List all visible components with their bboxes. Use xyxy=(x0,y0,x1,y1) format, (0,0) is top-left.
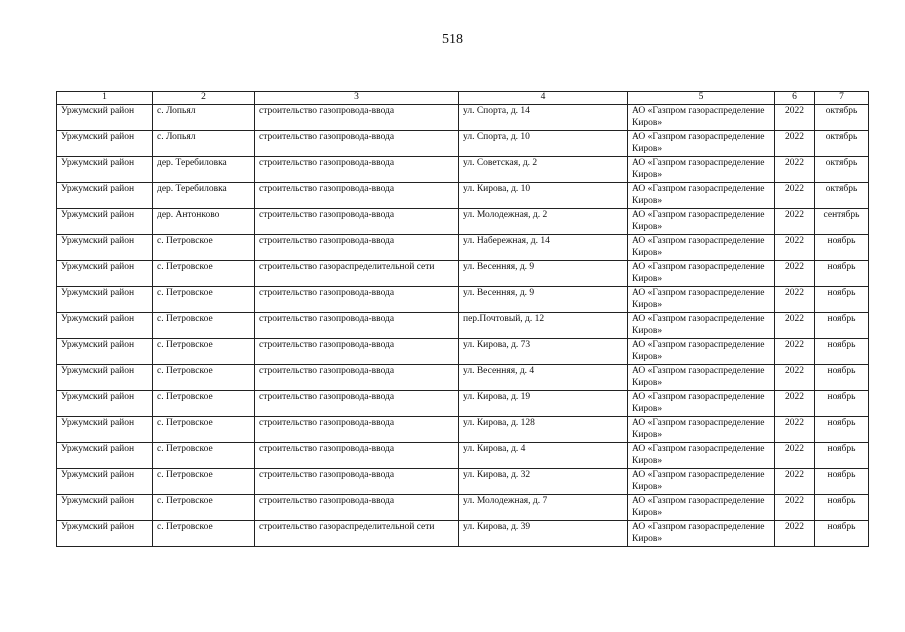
settlement-cell: с. Лопьял xyxy=(153,131,255,157)
month-cell: ноябрь xyxy=(815,417,869,443)
table-row xyxy=(57,131,869,157)
district-cell: Уржумский район xyxy=(57,157,153,183)
organization-cell: АО «Газпром газораспределение Киров» xyxy=(628,183,775,209)
table-row xyxy=(57,391,869,417)
table-row xyxy=(57,105,869,131)
organization-cell: АО «Газпром газораспределение Киров» xyxy=(628,131,775,157)
organization-cell: АО «Газпром газораспределение Киров» xyxy=(628,261,775,287)
address-cell: ул. Кирова, д. 19 xyxy=(459,391,628,417)
address-cell: ул. Кирова, д. 32 xyxy=(459,469,628,495)
work-type-cell: строительство газопровода-ввода xyxy=(255,365,459,391)
month-cell: ноябрь xyxy=(815,495,869,521)
table-row xyxy=(57,209,869,235)
table-row xyxy=(57,443,869,469)
year-cell: 2022 xyxy=(775,287,815,313)
page-number: 518 xyxy=(442,32,463,47)
month-cell: ноябрь xyxy=(815,391,869,417)
year-cell: 2022 xyxy=(775,469,815,495)
district-cell: Уржумский район xyxy=(57,365,153,391)
work-type-cell: строительство газопровода-ввода xyxy=(255,183,459,209)
table-row xyxy=(57,287,869,313)
settlement-cell: с. Петровское xyxy=(153,339,255,365)
work-type-cell: строительство газопровода-ввода xyxy=(255,235,459,261)
header-row xyxy=(57,92,869,105)
settlement-cell: с. Петровское xyxy=(153,313,255,339)
district-cell: Уржумский район xyxy=(57,131,153,157)
month-cell: сентябрь xyxy=(815,209,869,235)
column-header: 2 xyxy=(153,92,255,105)
table-row xyxy=(57,521,869,547)
address-cell: ул. Кирова, д. 73 xyxy=(459,339,628,365)
work-type-cell: строительство газопровода-ввода xyxy=(255,105,459,131)
month-cell: ноябрь xyxy=(815,469,869,495)
district-cell: Уржумский район xyxy=(57,209,153,235)
address-cell: ул. Весенняя, д. 9 xyxy=(459,287,628,313)
table-row xyxy=(57,495,869,521)
organization-cell: АО «Газпром газораспределение Киров» xyxy=(628,157,775,183)
settlement-cell: с. Петровское xyxy=(153,495,255,521)
month-cell: ноябрь xyxy=(815,235,869,261)
year-cell: 2022 xyxy=(775,365,815,391)
document-table xyxy=(56,91,869,547)
district-cell: Уржумский район xyxy=(57,469,153,495)
year-cell: 2022 xyxy=(775,339,815,365)
column-header: 5 xyxy=(628,92,775,105)
work-type-cell: строительство газопровода-ввода xyxy=(255,443,459,469)
organization-cell: АО «Газпром газораспределение Киров» xyxy=(628,443,775,469)
table-row xyxy=(57,417,869,443)
month-cell: ноябрь xyxy=(815,521,869,547)
month-cell: ноябрь xyxy=(815,287,869,313)
column-header: 1 xyxy=(57,92,153,105)
year-cell: 2022 xyxy=(775,105,815,131)
year-cell: 2022 xyxy=(775,495,815,521)
district-cell: Уржумский район xyxy=(57,261,153,287)
address-cell: ул. Спорта, д. 10 xyxy=(459,131,628,157)
address-cell: пер.Почтовый, д. 12 xyxy=(459,313,628,339)
district-cell: Уржумский район xyxy=(57,235,153,261)
address-cell: ул. Кирова, д. 39 xyxy=(459,521,628,547)
settlement-cell: дер. Антонково xyxy=(153,209,255,235)
address-cell: ул. Весенняя, д. 4 xyxy=(459,365,628,391)
settlement-cell: с. Петровское xyxy=(153,521,255,547)
year-cell: 2022 xyxy=(775,417,815,443)
work-type-cell: строительство газораспределительной сети xyxy=(255,521,459,547)
organization-cell: АО «Газпром газораспределение Киров» xyxy=(628,495,775,521)
column-header: 3 xyxy=(255,92,459,105)
settlement-cell: с. Петровское xyxy=(153,261,255,287)
year-cell: 2022 xyxy=(775,261,815,287)
month-cell: октябрь xyxy=(815,183,869,209)
district-cell: Уржумский район xyxy=(57,339,153,365)
year-cell: 2022 xyxy=(775,521,815,547)
work-type-cell: строительство газопровода-ввода xyxy=(255,157,459,183)
year-cell: 2022 xyxy=(775,183,815,209)
month-cell: ноябрь xyxy=(815,339,869,365)
organization-cell: АО «Газпром газораспределение Киров» xyxy=(628,417,775,443)
district-cell: Уржумский район xyxy=(57,443,153,469)
address-cell: ул. Спорта, д. 14 xyxy=(459,105,628,131)
organization-cell: АО «Газпром газораспределение Киров» xyxy=(628,287,775,313)
column-header: 7 xyxy=(815,92,869,105)
table-row xyxy=(57,313,869,339)
year-cell: 2022 xyxy=(775,391,815,417)
district-cell: Уржумский район xyxy=(57,417,153,443)
work-type-cell: строительство газопровода-ввода xyxy=(255,417,459,443)
year-cell: 2022 xyxy=(775,157,815,183)
table-row xyxy=(57,469,869,495)
address-cell: ул. Молодежная, д. 2 xyxy=(459,209,628,235)
settlement-cell: с. Петровское xyxy=(153,417,255,443)
organization-cell: АО «Газпром газораспределение Киров» xyxy=(628,105,775,131)
year-cell: 2022 xyxy=(775,209,815,235)
organization-cell: АО «Газпром газораспределение Киров» xyxy=(628,365,775,391)
table-row xyxy=(57,261,869,287)
district-cell: Уржумский район xyxy=(57,391,153,417)
organization-cell: АО «Газпром газораспределение Киров» xyxy=(628,469,775,495)
year-cell: 2022 xyxy=(775,313,815,339)
month-cell: октябрь xyxy=(815,105,869,131)
work-type-cell: строительство газопровода-ввода xyxy=(255,313,459,339)
address-cell: ул. Набережная, д. 14 xyxy=(459,235,628,261)
settlement-cell: с. Лопьял xyxy=(153,105,255,131)
settlement-cell: с. Петровское xyxy=(153,235,255,261)
address-cell: ул. Советская, д. 2 xyxy=(459,157,628,183)
district-cell: Уржумский район xyxy=(57,495,153,521)
month-cell: ноябрь xyxy=(815,313,869,339)
settlement-cell: с. Петровское xyxy=(153,287,255,313)
month-cell: октябрь xyxy=(815,157,869,183)
district-cell: Уржумский район xyxy=(57,521,153,547)
work-type-cell: строительство газораспределительной сети xyxy=(255,261,459,287)
work-type-cell: строительство газопровода-ввода xyxy=(255,131,459,157)
work-type-cell: строительство газопровода-ввода xyxy=(255,339,459,365)
address-cell: ул. Кирова, д. 10 xyxy=(459,183,628,209)
settlement-cell: с. Петровское xyxy=(153,391,255,417)
district-cell: Уржумский район xyxy=(57,287,153,313)
work-type-cell: строительство газопровода-ввода xyxy=(255,287,459,313)
month-cell: ноябрь xyxy=(815,365,869,391)
year-cell: 2022 xyxy=(775,443,815,469)
table-body xyxy=(57,105,869,547)
organization-cell: АО «Газпром газораспределение Киров» xyxy=(628,339,775,365)
address-cell: ул. Кирова, д. 128 xyxy=(459,417,628,443)
table-row xyxy=(57,235,869,261)
settlement-cell: с. Петровское xyxy=(153,365,255,391)
table-row xyxy=(57,183,869,209)
organization-cell: АО «Газпром газораспределение Киров» xyxy=(628,521,775,547)
district-cell: Уржумский район xyxy=(57,313,153,339)
column-header: 6 xyxy=(775,92,815,105)
year-cell: 2022 xyxy=(775,235,815,261)
district-cell: Уржумский район xyxy=(57,183,153,209)
organization-cell: АО «Газпром газораспределение Киров» xyxy=(628,235,775,261)
month-cell: ноябрь xyxy=(815,261,869,287)
address-cell: ул. Кирова, д. 4 xyxy=(459,443,628,469)
work-type-cell: строительство газопровода-ввода xyxy=(255,469,459,495)
settlement-cell: с. Петровское xyxy=(153,469,255,495)
table-row xyxy=(57,365,869,391)
organization-cell: АО «Газпром газораспределение Киров» xyxy=(628,313,775,339)
column-header: 4 xyxy=(459,92,628,105)
table-row xyxy=(57,157,869,183)
organization-cell: АО «Газпром газораспределение Киров» xyxy=(628,391,775,417)
settlement-cell: дер. Теребиловка xyxy=(153,183,255,209)
organization-cell: АО «Газпром газораспределение Киров» xyxy=(628,209,775,235)
month-cell: октябрь xyxy=(815,131,869,157)
table-row xyxy=(57,339,869,365)
address-cell: ул. Молодежная, д. 7 xyxy=(459,495,628,521)
work-type-cell: строительство газопровода-ввода xyxy=(255,391,459,417)
address-cell: ул. Весенняя, д. 9 xyxy=(459,261,628,287)
work-type-cell: строительство газопровода-ввода xyxy=(255,209,459,235)
settlement-cell: дер. Теребиловка xyxy=(153,157,255,183)
month-cell: ноябрь xyxy=(815,443,869,469)
year-cell: 2022 xyxy=(775,131,815,157)
settlement-cell: с. Петровское xyxy=(153,443,255,469)
district-cell: Уржумский район xyxy=(57,105,153,131)
work-type-cell: строительство газопровода-ввода xyxy=(255,495,459,521)
